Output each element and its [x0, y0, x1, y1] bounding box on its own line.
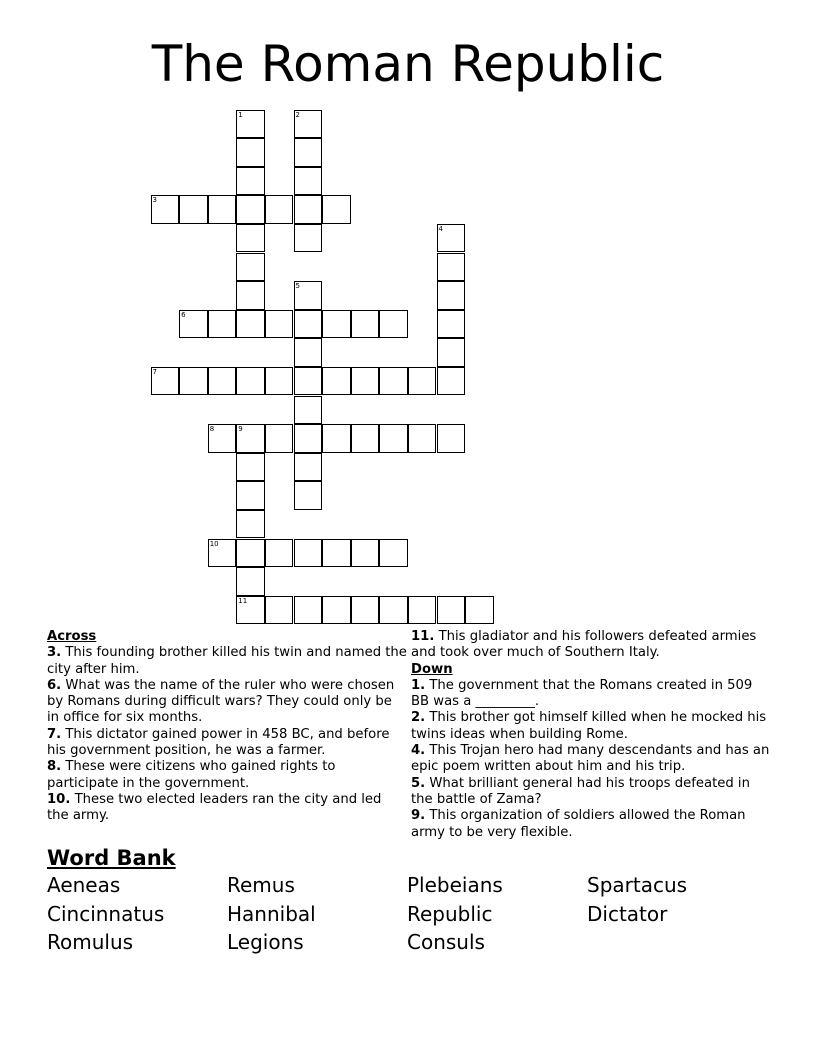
crossword-cell[interactable]	[208, 195, 237, 224]
cell-number: 3	[152, 196, 157, 205]
crossword-cell[interactable]	[236, 224, 265, 253]
cell-number: 9	[238, 425, 243, 434]
clue-text: What was the name of the ruler who were chosen by Romans during difficult wars? They could only be in office for six months.	[47, 677, 395, 726]
clue-number: 6.	[47, 677, 62, 693]
crossword-cell[interactable]	[351, 596, 380, 625]
crossword-cell[interactable]	[437, 424, 466, 453]
crossword-cell[interactable]	[379, 367, 408, 396]
crossword-cell[interactable]	[379, 424, 408, 453]
word-bank-title: Word Bank	[47, 846, 176, 870]
cell-number: 7	[152, 367, 157, 376]
crossword-cell[interactable]	[236, 510, 265, 539]
crossword-cell[interactable]	[437, 281, 466, 310]
clue-down-9	[411, 808, 771, 841]
clue-text: This founding brother killed his twin and named the city after him.	[47, 645, 407, 677]
crossword-cell[interactable]	[294, 281, 323, 310]
crossword-cell[interactable]	[294, 338, 323, 367]
clue-number: 1.	[411, 677, 426, 693]
clue-down-5	[411, 776, 771, 809]
crossword-cell[interactable]	[236, 567, 265, 596]
crossword-cell[interactable]	[208, 539, 237, 568]
crossword-cell[interactable]	[236, 539, 265, 568]
crossword-cell[interactable]	[294, 481, 323, 510]
cell-number: 2	[295, 110, 300, 119]
clue-across-7	[47, 727, 407, 760]
clues-right-column	[411, 629, 771, 841]
crossword-cell[interactable]	[236, 596, 265, 625]
clues-left-column	[47, 629, 407, 825]
crossword-cell[interactable]	[322, 367, 351, 396]
clue-text: These two elected leaders ran the city and led the army.	[47, 791, 382, 824]
crossword-cell[interactable]	[151, 367, 180, 396]
crossword-cell[interactable]	[322, 539, 351, 568]
crossword-cell[interactable]	[265, 424, 294, 453]
crossword-cell[interactable]	[294, 424, 323, 453]
crossword-cell[interactable]	[236, 195, 265, 224]
word-bank-item: Remus	[227, 873, 295, 897]
crossword-cell[interactable]	[408, 596, 437, 625]
crossword-cell[interactable]	[265, 539, 294, 568]
crossword-cell[interactable]	[294, 195, 323, 224]
crossword-cell[interactable]	[322, 596, 351, 625]
crossword-cell[interactable]	[236, 424, 265, 453]
clue-number: 8.	[47, 759, 62, 775]
clue-number: 3.	[47, 645, 62, 661]
clue-text: The government that the Romans created in 509 BB was a _________.	[411, 677, 753, 710]
clue-across-3	[47, 645, 407, 678]
crossword-cell[interactable]	[179, 310, 208, 339]
clue-number: 2.	[411, 710, 426, 726]
crossword-cell[interactable]	[294, 167, 323, 196]
word-bank-item: Hannibal	[227, 901, 316, 926]
crossword-cell[interactable]	[236, 310, 265, 339]
crossword-cell[interactable]	[179, 195, 208, 224]
crossword-cell[interactable]	[322, 195, 351, 224]
clue-across-6	[47, 678, 407, 727]
cell-number: 6	[181, 310, 186, 319]
clue-across-10	[47, 792, 407, 825]
cell-number: 10	[209, 539, 219, 548]
word-bank-item: Spartacus	[587, 873, 688, 897]
crossword-cell[interactable]	[437, 310, 466, 339]
clue-text: This dictator gained power in 458 BC, and before his government position, he was a farmer.	[47, 726, 390, 759]
crossword-cell[interactable]	[294, 110, 323, 139]
clue-number: 9.	[411, 808, 426, 824]
clue-text: These were citizens who gained rights to participate in the government.	[47, 759, 336, 791]
crossword-cell[interactable]	[437, 224, 466, 253]
clue-number: 11.	[411, 629, 435, 644]
crossword-cell[interactable]	[236, 367, 265, 396]
crossword-cell[interactable]	[379, 310, 408, 339]
crossword-cell[interactable]	[236, 453, 265, 482]
clue-across-11	[411, 629, 771, 662]
crossword-cell[interactable]	[351, 539, 380, 568]
clue-number: 5.	[411, 775, 426, 791]
clue-down-4	[411, 743, 771, 776]
crossword-cell[interactable]	[265, 195, 294, 224]
crossword-cell[interactable]	[179, 367, 208, 396]
crossword-cell[interactable]	[294, 453, 323, 482]
crossword-cell[interactable]	[236, 167, 265, 196]
word-bank-item: Cincinnatus	[47, 901, 165, 926]
crossword-cell[interactable]	[351, 310, 380, 339]
crossword-cell[interactable]	[294, 539, 323, 568]
cell-number: 8	[209, 425, 215, 434]
crossword-cell[interactable]	[208, 424, 237, 453]
crossword-cell[interactable]	[236, 138, 265, 167]
across-heading: Across	[47, 629, 97, 644]
clue-text: This organization of soldiers allowed the Roman army to be very flexible.	[411, 808, 746, 840]
down-heading: Down	[411, 661, 453, 677]
crossword-cell[interactable]	[351, 424, 380, 453]
clue-number: 7.	[47, 726, 62, 742]
word-bank-item: Romulus	[47, 930, 134, 955]
crossword-cell[interactable]	[265, 596, 294, 625]
crossword-cell[interactable]	[151, 195, 180, 224]
crossword-cell[interactable]	[208, 310, 237, 339]
crossword-cell[interactable]	[379, 596, 408, 625]
page-title: The Roman Republic	[151, 35, 665, 93]
clue-number: 10.	[47, 791, 71, 807]
crossword-cell[interactable]	[465, 596, 494, 625]
crossword-cell[interactable]	[294, 367, 323, 396]
crossword-cell[interactable]	[437, 367, 466, 396]
crossword-cell[interactable]	[437, 338, 466, 367]
clue-text: What brilliant general had his troops defeated in the battle of Zama?	[411, 775, 750, 807]
crossword-cell[interactable]	[294, 310, 323, 339]
crossword-cell[interactable]	[265, 310, 294, 339]
crossword-cell[interactable]	[408, 367, 437, 396]
crossword-cell[interactable]	[294, 224, 323, 253]
crossword-cell[interactable]	[265, 367, 294, 396]
clue-number: 4.	[411, 743, 426, 759]
clue-down-1	[411, 678, 771, 711]
word-bank-item: Dictator	[587, 901, 668, 926]
crossword-cell[interactable]	[294, 138, 323, 167]
cell-number: 11	[238, 596, 248, 605]
word-bank-item: Plebeians	[407, 873, 503, 897]
crossword-cell[interactable]	[379, 539, 408, 568]
crossword-cell[interactable]	[437, 253, 466, 282]
crossword-cell[interactable]	[294, 596, 323, 625]
clue-text: This gladiator and his followers defeated armies and took over much of Southern Italy.	[411, 629, 757, 661]
word-bank-item: Consuls	[407, 930, 485, 955]
clue-across-8	[47, 759, 407, 792]
crossword-cell[interactable]	[208, 367, 237, 396]
crossword-cell[interactable]	[351, 367, 380, 396]
word-bank-item: Legions	[227, 930, 304, 955]
crossword-cell[interactable]	[322, 310, 351, 339]
cell-number: 4	[438, 224, 443, 233]
clue-text: This brother got himself killed when he mocked his twins ideas when building Rome.	[411, 710, 767, 742]
crossword-cell[interactable]	[236, 481, 265, 510]
cell-number: 1	[238, 110, 243, 119]
crossword-cell[interactable]	[322, 424, 351, 453]
crossword-cell[interactable]	[236, 253, 265, 282]
crossword-cell[interactable]	[408, 424, 437, 453]
word-bank	[47, 873, 767, 959]
clue-text: This Trojan hero had many descendants and has an epic poem written about him and his trip.	[411, 743, 770, 775]
clue-down-2	[411, 710, 771, 743]
crossword-cell[interactable]	[236, 110, 265, 139]
crossword-cell[interactable]	[437, 596, 466, 625]
crossword-cell[interactable]	[236, 281, 265, 310]
crossword-cell[interactable]	[294, 396, 323, 425]
cell-number: 5	[295, 282, 300, 291]
word-bank-item: Republic	[407, 901, 493, 926]
word-bank-item: Aeneas	[47, 873, 121, 897]
